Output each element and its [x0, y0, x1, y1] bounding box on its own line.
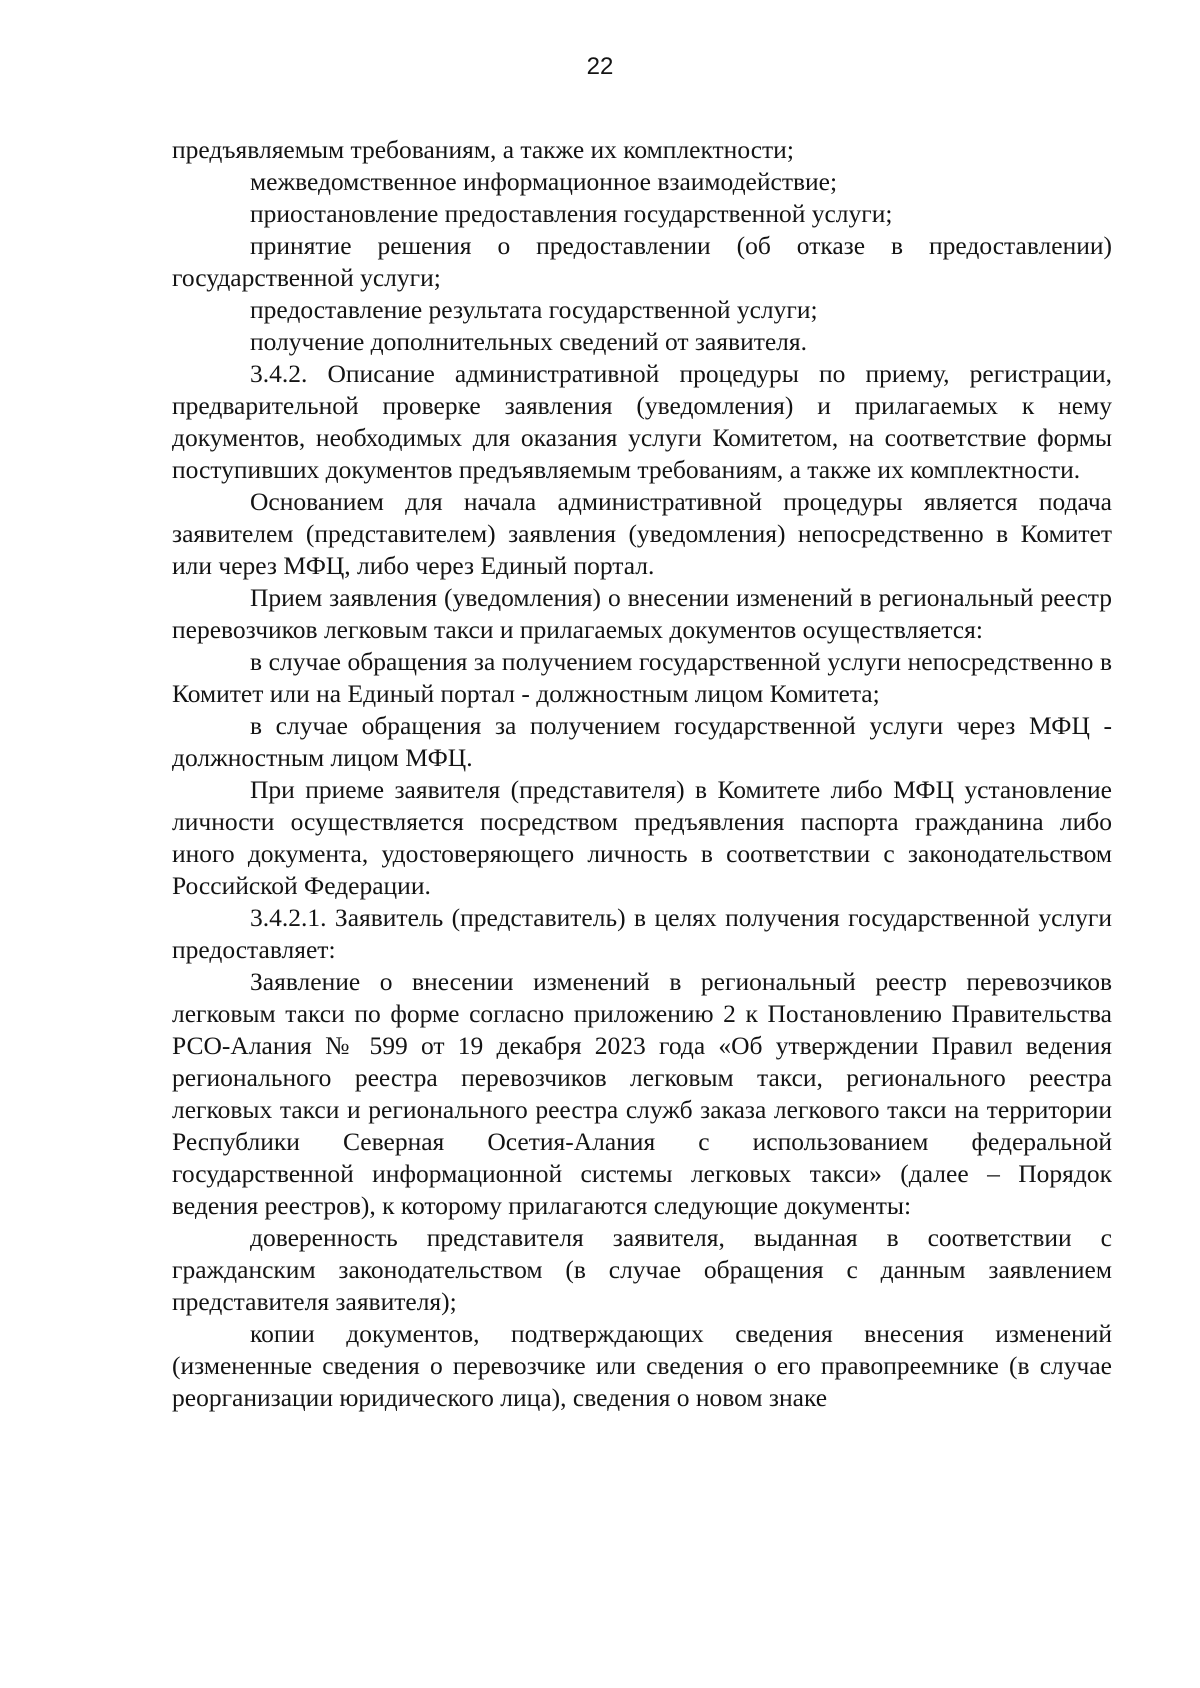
- paragraph-section-3-4-2-1: 3.4.2.1. Заявитель (представитель) в целях получения государственной услуги предоставляет:: [172, 903, 1112, 964]
- paragraph-list-item: приостановление предоставления государственной услуги;: [250, 199, 893, 228]
- paragraph: в случае обращения за получением государственной услуги непосредственно в Комитет или на Единый портал - должностным лицом Комитета;: [172, 647, 1112, 708]
- paragraph-list-item: получение дополнительных сведений от заявителя.: [250, 327, 808, 356]
- paragraph-section-3-4-2: 3.4.2. Описание административной процедуры по приему, регистрации, предварительной проверке заявления (уведомления) и прилагаемых к нему документов, необходимых для оказания услуги Комитетом, на соответствие формы поступивших документов предъявляемым требованиям, а также их комплектности.: [172, 359, 1112, 484]
- paragraph-list-item: межведомственное информационное взаимодействие;: [250, 167, 838, 196]
- document-body: [172, 134, 1112, 1414]
- paragraph: доверенность представителя заявителя, выданная в соответствии с гражданским законодательством (в случае обращения с данным заявлением представителя заявителя);: [172, 1223, 1112, 1316]
- paragraph: Прием заявления (уведомления) о внесении изменений в региональный реестр перевозчиков легковым такси и прилагаемых документов осуществляется:: [172, 583, 1112, 644]
- paragraph-list-item: предоставление результата государственной услуги;: [250, 295, 818, 324]
- paragraph: копии документов, подтверждающих сведения внесения изменений (измененные сведения о перевозчике или сведения о его правопреемнике (в случае реорганизации юридического лица), сведения о новом знаке: [172, 1319, 1112, 1412]
- paragraph: в случае обращения за получением государственной услуги через МФЦ - должностным лицом МФЦ.: [172, 711, 1112, 772]
- paragraph: Заявление о внесении изменений в региональный реестр перевозчиков легковым такси по форме согласно приложению 2 к Постановлению Правительства РСО-Алания № 599 от 19 декабря 2023 года «Об утверждении Правил ведения регионального реестра перевозчиков легковым такси, регионального реестра легковых такси и регионального реестра служб заказа легкового такси на территории Республики Северная Осетия-Алания с использованием федеральной государственной информационной системы легковых такси» (далее – Порядок ведения реестров), к которому прилагаются следующие документы:: [172, 967, 1112, 1220]
- paragraph-list-item: принятие решения о предоставлении (об отказе в предоставлении) государственной услуги;: [172, 231, 1112, 292]
- paragraph: Основанием для начала административной процедуры является подача заявителем (представителем) заявления (уведомления) непосредственно в Комитет или через МФЦ, либо через Единый портал.: [172, 487, 1112, 580]
- page-number: 22: [586, 53, 614, 80]
- paragraph-continuation: предъявляемым требованиям, а также их комплектности;: [172, 135, 794, 164]
- paragraph: При приеме заявителя (представителя) в Комитете либо МФЦ установление личности осуществляется посредством предъявления паспорта гражданина либо иного документа, удостоверяющего личность в соответствии с законодательством Российской Федерации.: [172, 775, 1112, 900]
